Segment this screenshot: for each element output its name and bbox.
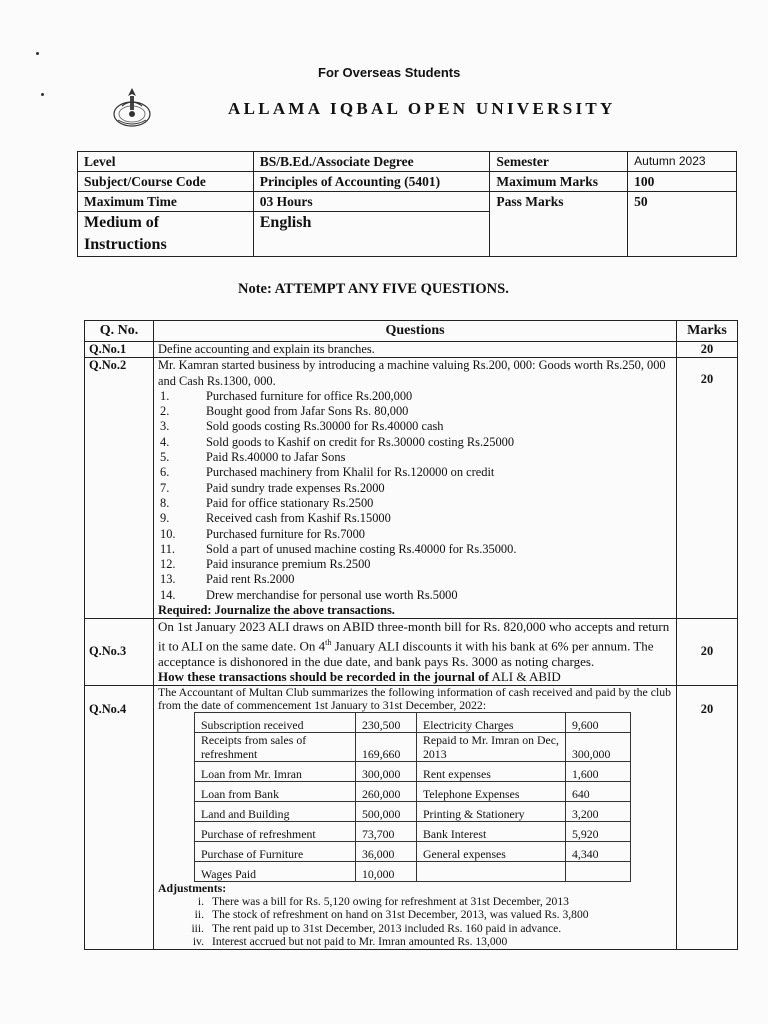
list-item: 7. Paid sundry trade expenses Rs.2000	[160, 480, 385, 495]
list-item: 6. Purchased machinery from Khalil for Rs.120000 on credit	[160, 465, 495, 480]
pass-value: 50	[628, 192, 737, 257]
university-name: ALLAMA IQBAL OPEN UNIVERSITY	[228, 99, 616, 118]
question-marks: 20	[677, 685, 738, 949]
questions-table	[84, 320, 738, 950]
semester-value: Autumn 2023	[628, 152, 737, 172]
question-text: The Accountant of Multan Club summarizes the following information of cash received and paid by the club from the date of commencement 1st January to 31st December, 2022: Subscription received 230,500 Electricity Charges 9,600 Receipts from sales of refreshment 169,660 Repaid to Mr. Imran on Dec, 2013 300,000 Loan from Mr. Imran 300,000 Rent expenses 1,600 Loan from Bank 260,000 Telephone Expenses 640 Land and Building 500,000 Printing & Stationery 3,200 Purchase of refreshment 73,700 Bank Interest 5,920 Purchase of Furniture 36,000 General expenses 4,340 Wages Paid 10,000 Adjustments: i. There was a bill for Rs. 5,120 owing for refreshment at 31st December, 2013 ii. The stock of refreshment on hand on 31st December, 2013, was valued Rs. 3,800 iii. The rent paid up to 31st December, 2013 included Rs. 160 paid in advance. iv. Interest accrued but not paid to Mr. Imran amounted Rs. 13,000	[154, 685, 677, 949]
max-marks-value: 100	[628, 172, 737, 192]
level-value: BS/B.Ed./Associate Degree	[253, 152, 490, 172]
list-item: iii. The rent paid up to 31st December, 2013 included Rs. 160 paid in advance.	[191, 921, 562, 935]
list-item: 8. Paid for office stationary Rs.2500	[160, 495, 374, 510]
list-item: i. There was a bill for Rs. 5,120 owing for refreshment at 31st December, 2013	[197, 894, 569, 908]
medium-label: Medium of Instructions	[78, 212, 254, 257]
list-item: 11. Sold a part of unused machine costing Rs.40000 for Rs.35000.	[160, 541, 517, 556]
list-item: 9. Received cash from Kashif Rs.15000	[160, 511, 391, 526]
university-logo-icon	[108, 84, 156, 132]
list-item: 3. Sold goods costing Rs.30000 for Rs.40000 cash	[160, 419, 444, 434]
course-label: Subject/Course Code	[78, 172, 254, 192]
adjustments-list	[158, 895, 672, 949]
list-item: 5. Paid Rs.40000 to Jafar Sons	[160, 450, 346, 465]
question-number: Q.No.2	[85, 358, 154, 619]
question-marks: 20	[677, 358, 738, 619]
question-number: Q.No.4	[85, 685, 154, 949]
questions-header: Questions	[154, 321, 677, 342]
max-marks-label: Maximum Marks	[490, 172, 628, 192]
list-item: 13. Paid rent Rs.2000	[160, 572, 295, 587]
required-note: Required: Journalize the above transactions.	[158, 603, 395, 618]
level-label: Level	[78, 152, 254, 172]
list-item: ii. The stock of refreshment on hand on 31st December, 2013, was valued Rs. 3,800	[194, 908, 589, 922]
question-row	[85, 619, 738, 685]
medium-value: English	[253, 212, 490, 257]
list-item: 14. Drew merchandise for personal use worth Rs.5000	[160, 587, 458, 602]
adjustments-title: Adjustments:	[158, 880, 227, 895]
exam-info-table	[77, 151, 737, 257]
time-value: 03 Hours	[253, 192, 490, 212]
question-row	[85, 685, 738, 949]
scan-speck	[41, 93, 44, 96]
marks-header: Marks	[677, 321, 738, 342]
time-label: Maximum Time	[78, 192, 254, 212]
question-number: Q.No.3	[85, 619, 154, 685]
instruction-note: Note: ATTEMPT ANY FIVE QUESTIONS.	[238, 281, 509, 297]
qno-header: Q. No.	[85, 321, 154, 342]
question-marks: 20	[677, 342, 738, 358]
list-item: 10. Purchased furniture for Rs.7000	[160, 526, 365, 541]
list-item: 4. Sold goods to Kashif on credit for Rs.30000 costing Rs.25000	[160, 434, 515, 449]
list-item: iv. Interest accrued but not paid to Mr. Imran amounted Rs. 13,000	[192, 935, 508, 949]
overseas-label: For Overseas Students	[318, 65, 461, 80]
transaction-list	[158, 389, 672, 603]
question-text: Define accounting and explain its branches.	[154, 342, 677, 358]
question-text: On 1st January 2023 ALI draws on ABID three-month bill for Rs. 820,000 who accepts and return it to ALI on the same date. On 4th January ALI discounts it with his bank at 6% per annum. The acceptance is dishonored in the due date, and bank pays Rs. 3000 as noting charges. How these transactions should be recorded in the journal of ALI & ABID	[154, 619, 677, 685]
list-item: 1. Purchased furniture for office Rs.200,000	[160, 388, 413, 403]
question-number: Q.No.1	[85, 342, 154, 358]
course-value: Principles of Accounting (5401)	[253, 172, 490, 192]
cash-summary-table: Subscription received 230,500 Electricity Charges 9,600 Receipts from sales of refreshment 169,660 Repaid to Mr. Imran on Dec, 2013 300,000 Loan from Mr. Imran 300,000 Rent expenses 1,600 Loan from Bank 260,000 Telephone Expenses 640 Land and Building 500,000 Printing & Stationery 3,200 Purchase of refreshment 73,700 Bank Interest 5,920 Purchase of Furniture 36,000 General expenses 4,340 Wages Paid 10,000	[194, 712, 631, 882]
scan-speck	[36, 52, 39, 55]
list-item: 2. Bought good from Jafar Sons Rs. 80,000	[160, 404, 409, 419]
question-row	[85, 358, 738, 619]
question-row	[85, 342, 738, 358]
pass-label: Pass Marks	[490, 192, 628, 257]
question-text: Mr. Kamran started business by introducing a machine valuing Rs.200, 000: Goods worth Rs.250, 000 and Cash Rs.1300, 000. 1. Purchased furniture for office Rs.200,000 2. Bought good from Jafar Sons Rs. 80,000 3. Sold goods costing Rs.30000 for Rs.40000 cash 4. Sold goods to Kashif on credit for Rs.30000 costing Rs.25000 5. Paid Rs.40000 to Jafar Sons 6. Purchased machinery from Khalil for Rs.120000 on credit 7. Paid sundry trade expenses Rs.2000 8. Paid for office stationary Rs.2500 9. Received cash from Kashif Rs.15000 10. Purchased furniture for Rs.7000 11. Sold a part of unused machine costing Rs.40000 for Rs.35000. 12. Paid insurance premium Rs.2500 13. Paid rent Rs.2000 14. Drew merchandise for personal use worth Rs.5000 Required: Journalize the above transactions.	[154, 358, 677, 619]
semester-label: Semester	[490, 152, 628, 172]
question-marks: 20	[677, 619, 738, 685]
list-item: 12. Paid insurance premium Rs.2500	[160, 557, 371, 572]
